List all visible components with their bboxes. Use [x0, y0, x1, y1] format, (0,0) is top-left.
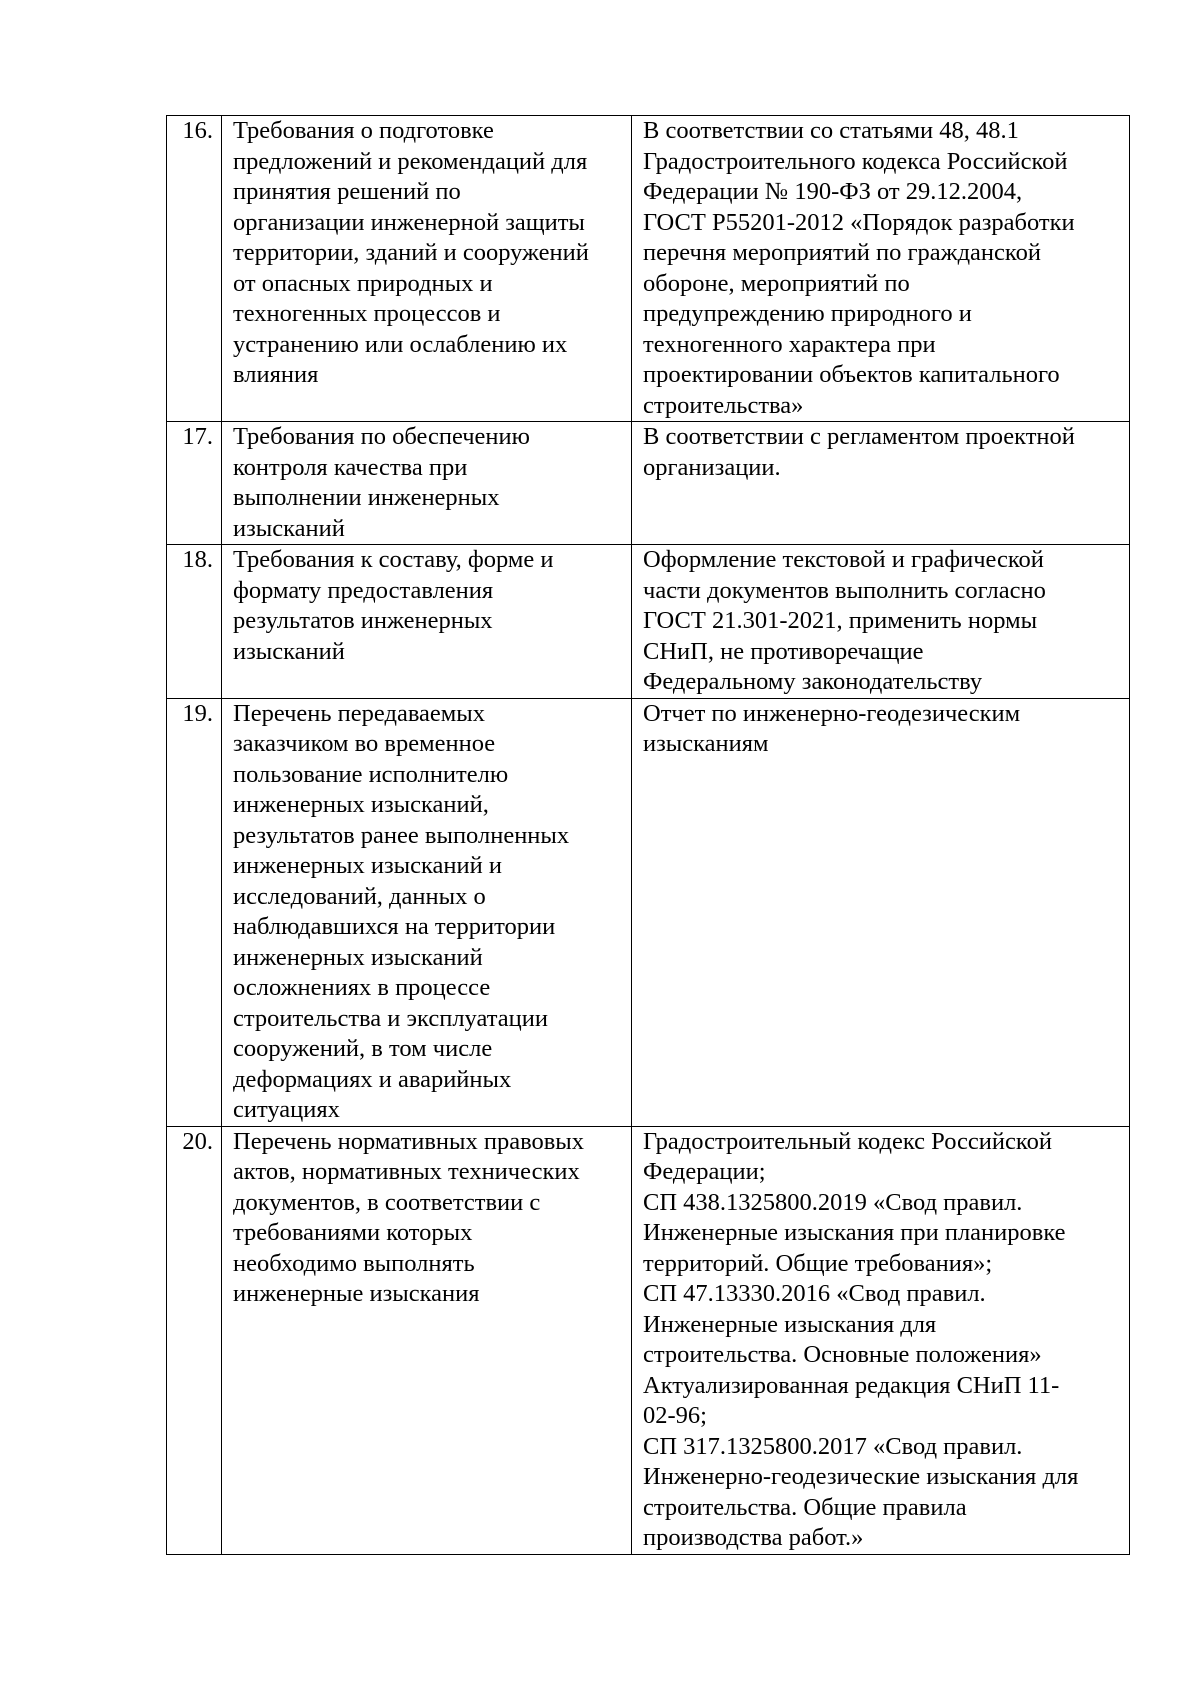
row-number: 20. — [167, 1126, 222, 1554]
table-row — [167, 698, 1130, 1126]
requirement-value: Градостроительный кодекс Российской Федерации; СП 438.1325800.2019 «Свод правил. Инженерные изыскания при планировке территорий. Общие требования»; СП 47.13330.2016 «Свод правил. Инженерные изыскания для строительства. Основные положения» Актуализированная редакция СНиП 11- 02-96; СП 317.1325800.2017 «Свод правил. Инженерно-геодезические изыскания для строительства. Общие правила производства работ.» — [632, 1126, 1130, 1554]
requirement-value: Отчет по инженерно-геодезическим изысканиям — [632, 698, 1130, 1126]
requirement-value: В соответствии с регламентом проектной организации. — [632, 422, 1130, 545]
requirement-value: В соответствии со статьями 48, 48.1 Градостроительного кодекса Российской Федерации № 190-ФЗ от 29.12.2004, ГОСТ Р55201-2012 «Порядок разработки перечня мероприятий по гражданской обороне, мероприятий по предупреждению природного и техногенного характера при проектировании объектов капитального строительства» — [632, 116, 1130, 422]
requirement-value: Оформление текстовой и графической части документов выполнить согласно ГОСТ 21.301-2021, применить нормы СНиП, не противоречащие Федеральному законодательству — [632, 545, 1130, 699]
row-number: 16. — [167, 116, 222, 422]
row-number: 18. — [167, 545, 222, 699]
requirements-table — [166, 115, 1130, 1555]
table-row — [167, 545, 1130, 699]
requirement-name: Требования о подготовке предложений и рекомендаций для принятия решений по организации инженерной защиты территории, зданий и сооружений от опасных природных и техногенных процессов и устранению или ослаблению их влияния — [222, 116, 632, 422]
requirement-name: Требования к составу, форме и формату предоставления результатов инженерных изысканий — [222, 545, 632, 699]
table-row — [167, 116, 1130, 422]
row-number: 19. — [167, 698, 222, 1126]
requirement-name: Требования по обеспечению контроля качества при выполнении инженерных изысканий — [222, 422, 632, 545]
table-row — [167, 422, 1130, 545]
requirement-name: Перечень передаваемых заказчиком во временное пользование исполнителю инженерных изысканий, результатов ранее выполненных инженерных изысканий и исследований, данных о наблюдавшихся на территории инженерных изысканий осложнениях в процессе строительства и эксплуатации сооружений, в том числе деформациях и аварийных ситуациях — [222, 698, 632, 1126]
row-number: 17. — [167, 422, 222, 545]
table-row — [167, 1126, 1130, 1554]
requirement-name: Перечень нормативных правовых актов, нормативных технических документов, в соответствии с требованиями которых необходимо выполнять инженерные изыскания — [222, 1126, 632, 1554]
